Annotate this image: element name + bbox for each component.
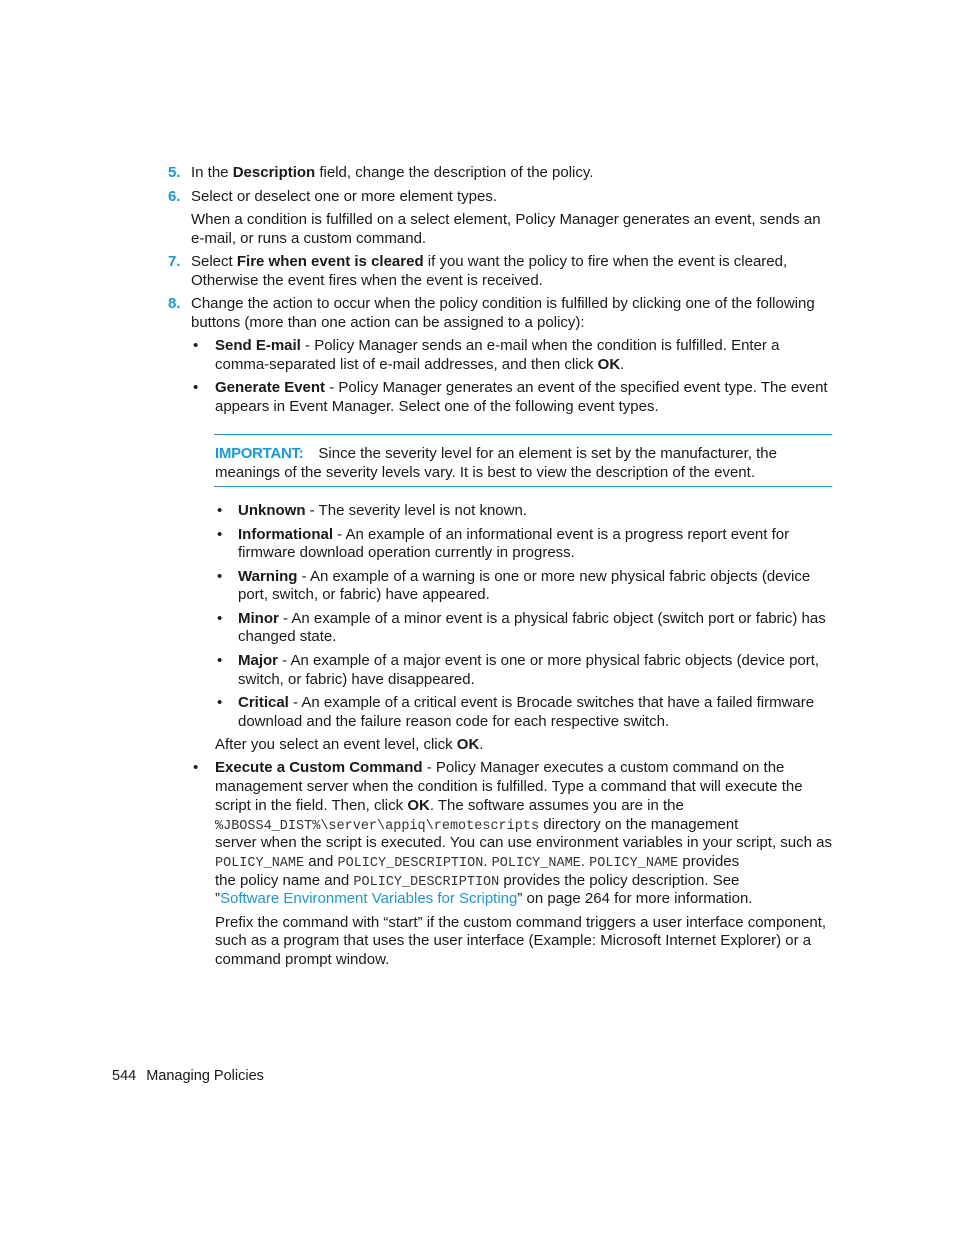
important-bottom-rule <box>214 486 832 487</box>
important-label: IMPORTANT: <box>215 445 304 462</box>
custom-command-line-6: POLICY_NAME and POLICY_DESCRIPTION. POLICY_NAME. POLICY_NAME provides <box>215 853 740 871</box>
important-note-line-2: meanings of the severity levels vary. It is best to view the description of the event. <box>215 464 755 481</box>
custom-command-line-2: management server when the condition is fulfilled. Type a command that will execute the <box>215 778 803 795</box>
after-select-text: After you select an event level, click OK. <box>215 736 484 753</box>
step-7-text: Select Fire when event is cleared if you want the policy to fire when the event is cleared, <box>191 253 788 270</box>
send-email-item-line-2: comma-separated list of e-mail addresses, and then click OK. <box>215 356 625 373</box>
remotescripts-path: %JBOSS4_DIST%\server\appiq\remotescripts <box>215 819 540 834</box>
page-footer <box>112 1067 264 1086</box>
custom-command-line-4: %JBOSS4_DIST%\server\appiq\remotescripts directory on the management <box>215 816 739 834</box>
step-number-8: 8. <box>168 295 181 312</box>
bullet: • <box>217 610 223 627</box>
step-8-text-line-2: buttons (more than one action can be assigned to a policy): <box>191 314 585 331</box>
custom-command-line-5: server when the script is executed. You can use environment variables in your script, such as <box>215 834 832 851</box>
severity-warning: Warning - An example of a warning is one or more new physical fabric objects (device <box>238 568 811 585</box>
severity-unknown: Unknown - The severity level is not known. <box>238 502 527 519</box>
prefix-paragraph-line-3: command prompt window. <box>215 951 390 968</box>
step-number-6: 6. <box>168 188 181 205</box>
generate-event-item-line-2: appears in Event Manager. Select one of the following event types. <box>215 398 659 415</box>
severity-major-line-2: switch, or fabric) have disappeared. <box>238 671 475 688</box>
important-top-rule <box>214 434 832 435</box>
bullet: • <box>217 694 223 711</box>
software-env-variables-link[interactable]: Software Environment Variables for Scripting <box>220 890 518 907</box>
step-8-text: Change the action to occur when the policy condition is fulfilled by clicking one of the following <box>191 295 815 312</box>
send-email-item: Send E-mail - Policy Manager sends an e-mail when the condition is fulfilled. Enter a <box>215 337 780 354</box>
custom-command-line-7: the policy name and POLICY_DESCRIPTION provides the policy description. See <box>215 872 740 890</box>
step-6-paragraph-line-2: e-mail, or runs a custom command. <box>191 230 427 247</box>
bullet: • <box>193 759 199 776</box>
important-note-line-1: IMPORTANT: Since the severity level for an element is set by the manufacturer, the <box>215 445 777 462</box>
step-5-text: In the Description field, change the description of the policy. <box>191 164 594 181</box>
severity-informational: Informational - An example of an informational event is a progress report event for <box>238 526 790 543</box>
custom-command-line-3: script in the field. Then, click OK. The software assumes you are in the <box>215 797 684 814</box>
prefix-paragraph-line-1: Prefix the command with “start” if the custom command triggers a user interface component, <box>215 914 827 931</box>
severity-warning-line-2: port, switch, or fabric) have appeared. <box>238 586 490 603</box>
generate-event-item: Generate Event - Policy Manager generates an event of the specified event type. The event <box>215 379 828 396</box>
step-6-text: Select or deselect one or more element types. <box>191 188 497 205</box>
chapter-title: Managing Policies <box>146 1068 264 1084</box>
bullet: • <box>217 526 223 543</box>
custom-command-line-8: ”Software Environment Variables for Scripting” on page 264 for more information. <box>215 890 753 907</box>
severity-minor: Minor - An example of a minor event is a physical fabric object (switch port or fabric) has <box>238 610 826 627</box>
severity-critical-line-2: download and the failure reason code for each respective switch. <box>238 713 670 730</box>
step-number-7: 7. <box>168 253 181 270</box>
severity-major: Major - An example of a major event is one or more physical fabric objects (device port, <box>238 652 820 669</box>
severity-minor-line-2: changed state. <box>238 628 337 645</box>
severity-critical: Critical - An example of a critical event is Brocade switches that have a failed firmware <box>238 694 815 711</box>
severity-informational-line-2: firmware download operation currently in progress. <box>238 544 575 561</box>
bullet: • <box>193 379 199 396</box>
step-number-5: 5. <box>168 164 181 181</box>
prefix-paragraph-line-2: such as a program that uses the user interface (Example: Microsoft Internet Explorer) or a <box>215 932 812 949</box>
step-7-text-line-2: Otherwise the event fires when the event is received. <box>191 272 543 289</box>
bullet: • <box>217 502 223 519</box>
bullet: • <box>217 652 223 669</box>
custom-command-item: Execute a Custom Command - Policy Manager executes a custom command on the <box>215 759 785 776</box>
step-6-paragraph-line-1: When a condition is fulfilled on a select element, Policy Manager generates an event, sends an <box>191 211 821 228</box>
page-number: 544 <box>112 1068 137 1084</box>
bullet: • <box>217 568 223 585</box>
bullet: • <box>193 337 199 354</box>
